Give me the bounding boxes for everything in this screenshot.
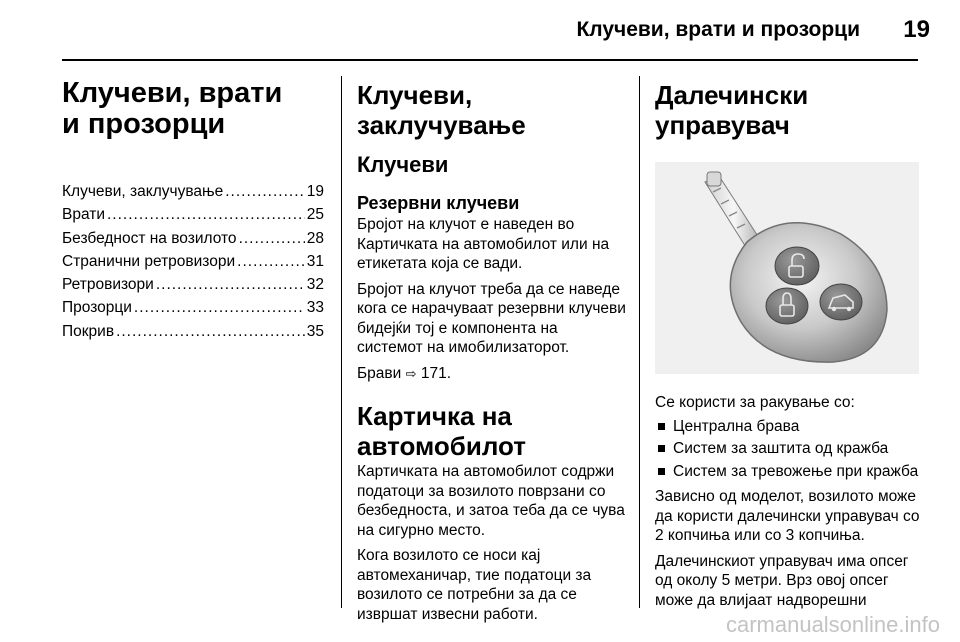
toc-entry[interactable]: [62, 227, 324, 250]
toc-page: 32: [306, 276, 324, 294]
toc-label: Странични ретровизори: [62, 252, 236, 270]
paragraph: Зависно од моделот, возилото може да користи далечински управувач со 2 копчиња или со 3 копчиња.: [655, 488, 920, 544]
toc-leader: [107, 203, 305, 226]
toc-label: Безбедност на возилото: [62, 229, 237, 247]
reference-label: Брави: [357, 364, 402, 382]
spare-keys-heading: Резервни клучеви: [357, 193, 520, 213]
toc-entry[interactable]: [62, 250, 324, 273]
remote-column: [655, 68, 925, 610]
toc-leader: [156, 273, 305, 296]
toc-page: 25: [306, 206, 324, 224]
toc-label: Ретровизори: [62, 276, 154, 294]
trunk-button-icon: [820, 284, 862, 320]
car-pass-heading: [357, 401, 627, 461]
toc-entry[interactable]: [62, 296, 324, 319]
cross-reference[interactable]: [357, 364, 627, 384]
watermark: carmanualsonline.info: [725, 612, 940, 637]
section-heading: Далечински управувач: [655, 80, 809, 140]
toc-entry[interactable]: [62, 180, 324, 203]
paragraph: Картичката на автомобилот содржи податоци за возилото поврзани со безбедноста, и затоа теба да се чува на сигурно место.: [357, 463, 625, 539]
table-of-contents: [62, 180, 324, 343]
toc-leader: [134, 296, 305, 319]
toc-page: 28: [306, 229, 324, 247]
toc-leader: [225, 180, 305, 203]
list-item: Централна брава: [655, 417, 925, 437]
remote-key-illustration: [655, 162, 919, 374]
toc-entry[interactable]: [62, 203, 324, 226]
section-heading: Клучеви, заклучување: [357, 80, 526, 140]
toc-page: 35: [306, 322, 324, 340]
chapter-title-line: и прозорци: [62, 108, 226, 140]
toc-page: 31: [306, 252, 324, 270]
running-header-title: Клучеви, врати и прозорци: [576, 18, 860, 41]
toc-leader: [239, 227, 305, 250]
heading-line: автомобилот: [357, 431, 526, 461]
toc-entry[interactable]: [62, 273, 324, 296]
column-divider: [341, 76, 342, 608]
page-number: 19: [903, 16, 930, 43]
column-divider: [639, 76, 640, 608]
toc-entry[interactable]: [62, 320, 324, 343]
toc-leader: [237, 250, 305, 273]
keys-column: [357, 68, 627, 624]
header-divider: [62, 59, 918, 61]
reference-arrow-icon: ⇨: [405, 365, 417, 381]
unlock-button-icon: [775, 247, 819, 285]
chapter-column: [62, 68, 324, 343]
toc-page: 19: [306, 183, 324, 200]
toc-leader: [116, 320, 305, 343]
reference-page: 171.: [420, 364, 452, 382]
chapter-title-line: Клучеви, врати: [62, 77, 283, 109]
paragraph: Бројот на клучот треба да се наведе кога се нарачуваат резервни клучеви бидејќи тој е компонента на системот на имобилизаторот.: [357, 280, 626, 356]
toc-label: Покрив: [62, 322, 115, 340]
chapter-title: [62, 78, 324, 140]
heading-line: Картичка на: [357, 401, 512, 431]
toc-label: Врати: [62, 206, 105, 224]
list-item: Систем за тревожење при кражба: [655, 462, 925, 482]
function-list: [655, 417, 925, 482]
list-item: Систем за заштита од кражба: [655, 439, 925, 459]
paragraph: Далечинскиот управувач има опсег од околу 5 метри. Врз овој опсег може да влијаат надворешни: [655, 552, 909, 609]
toc-label: Прозорци: [62, 299, 132, 317]
toc-page: 33: [306, 299, 324, 317]
paragraph: Се користи за ракување со:: [655, 394, 855, 411]
paragraph: Кога возилото се носи кај автомеханичар, тие податоци за возилото се потребни за да се извршат извесни работи.: [357, 547, 592, 623]
subsection-heading: Клучеви: [357, 152, 449, 177]
toc-label: Клучеви, заклучување: [62, 183, 224, 200]
lock-button-icon: [766, 288, 808, 324]
paragraph: Бројот на клучот е наведен во Картичката на автомобилот или на етикетата која се вади.: [357, 216, 610, 272]
